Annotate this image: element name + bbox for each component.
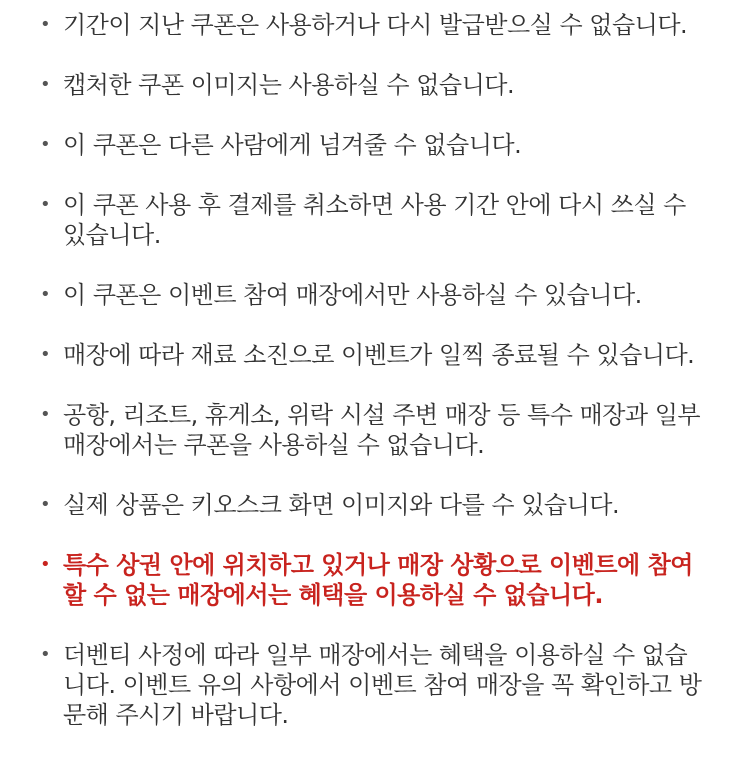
notice-item-7 (0, 400, 750, 460)
notice-item-4 (0, 190, 750, 250)
notice-item-3 (0, 130, 750, 160)
notice-item-8 (0, 490, 750, 520)
bullet-icon: • (39, 644, 51, 665)
notice-text: 더벤티 사정에 따라 일부 매장에서는 혜택을 이용하실 수 없습니다. 이벤트 유의 사항에서 이벤트 참여 매장을 꼭 확인하고 방문해 주시기 바랍니다. (63, 641, 702, 729)
bullet-icon: • (39, 14, 51, 35)
bullet-icon: • (39, 554, 51, 575)
notice-item-10 (0, 640, 750, 730)
notice-text: 기간이 지난 쿠폰은 사용하거나 다시 발급받으실 수 없습니다. (63, 11, 688, 39)
notice-text: 이 쿠폰 사용 후 결제를 취소하면 사용 기간 안에 다시 쓰실 수 있습니다. (63, 191, 686, 249)
notice-text-highlight: 특수 상권 안에 위치하고 있거나 매장 상황으로 이벤트에 참여할 수 없는 매장에서는 혜택을 이용하실 수 없습니다. (63, 551, 693, 609)
notice-item-5 (0, 280, 750, 310)
notice-text: 이 쿠폰은 다른 사람에게 넘겨줄 수 없습니다. (63, 131, 522, 159)
notice-item-2 (0, 70, 750, 100)
bullet-icon: • (39, 494, 51, 515)
bullet-icon: • (39, 134, 51, 155)
notice-item-9-highlight (0, 550, 750, 610)
bullet-icon: • (39, 194, 51, 215)
notice-text: 이 쿠폰은 이벤트 참여 매장에서만 사용하실 수 있습니다. (63, 281, 642, 309)
notice-text: 공항, 리조트, 휴게소, 위락 시설 주변 매장 등 특수 매장과 일부 매장에서는 쿠폰을 사용하실 수 없습니다. (63, 401, 701, 459)
bullet-icon: • (39, 74, 51, 95)
notice-item-6 (0, 340, 750, 370)
bullet-icon: • (39, 284, 51, 305)
notice-item-1 (0, 10, 750, 40)
notice-text: 실제 상품은 키오스크 화면 이미지와 다를 수 있습니다. (63, 491, 620, 519)
bullet-icon: • (39, 404, 51, 425)
notice-text: 캡처한 쿠폰 이미지는 사용하실 수 없습니다. (63, 71, 515, 99)
notice-text: 매장에 따라 재료 소진으로 이벤트가 일찍 종료될 수 있습니다. (63, 341, 695, 369)
bullet-icon: • (39, 344, 51, 365)
